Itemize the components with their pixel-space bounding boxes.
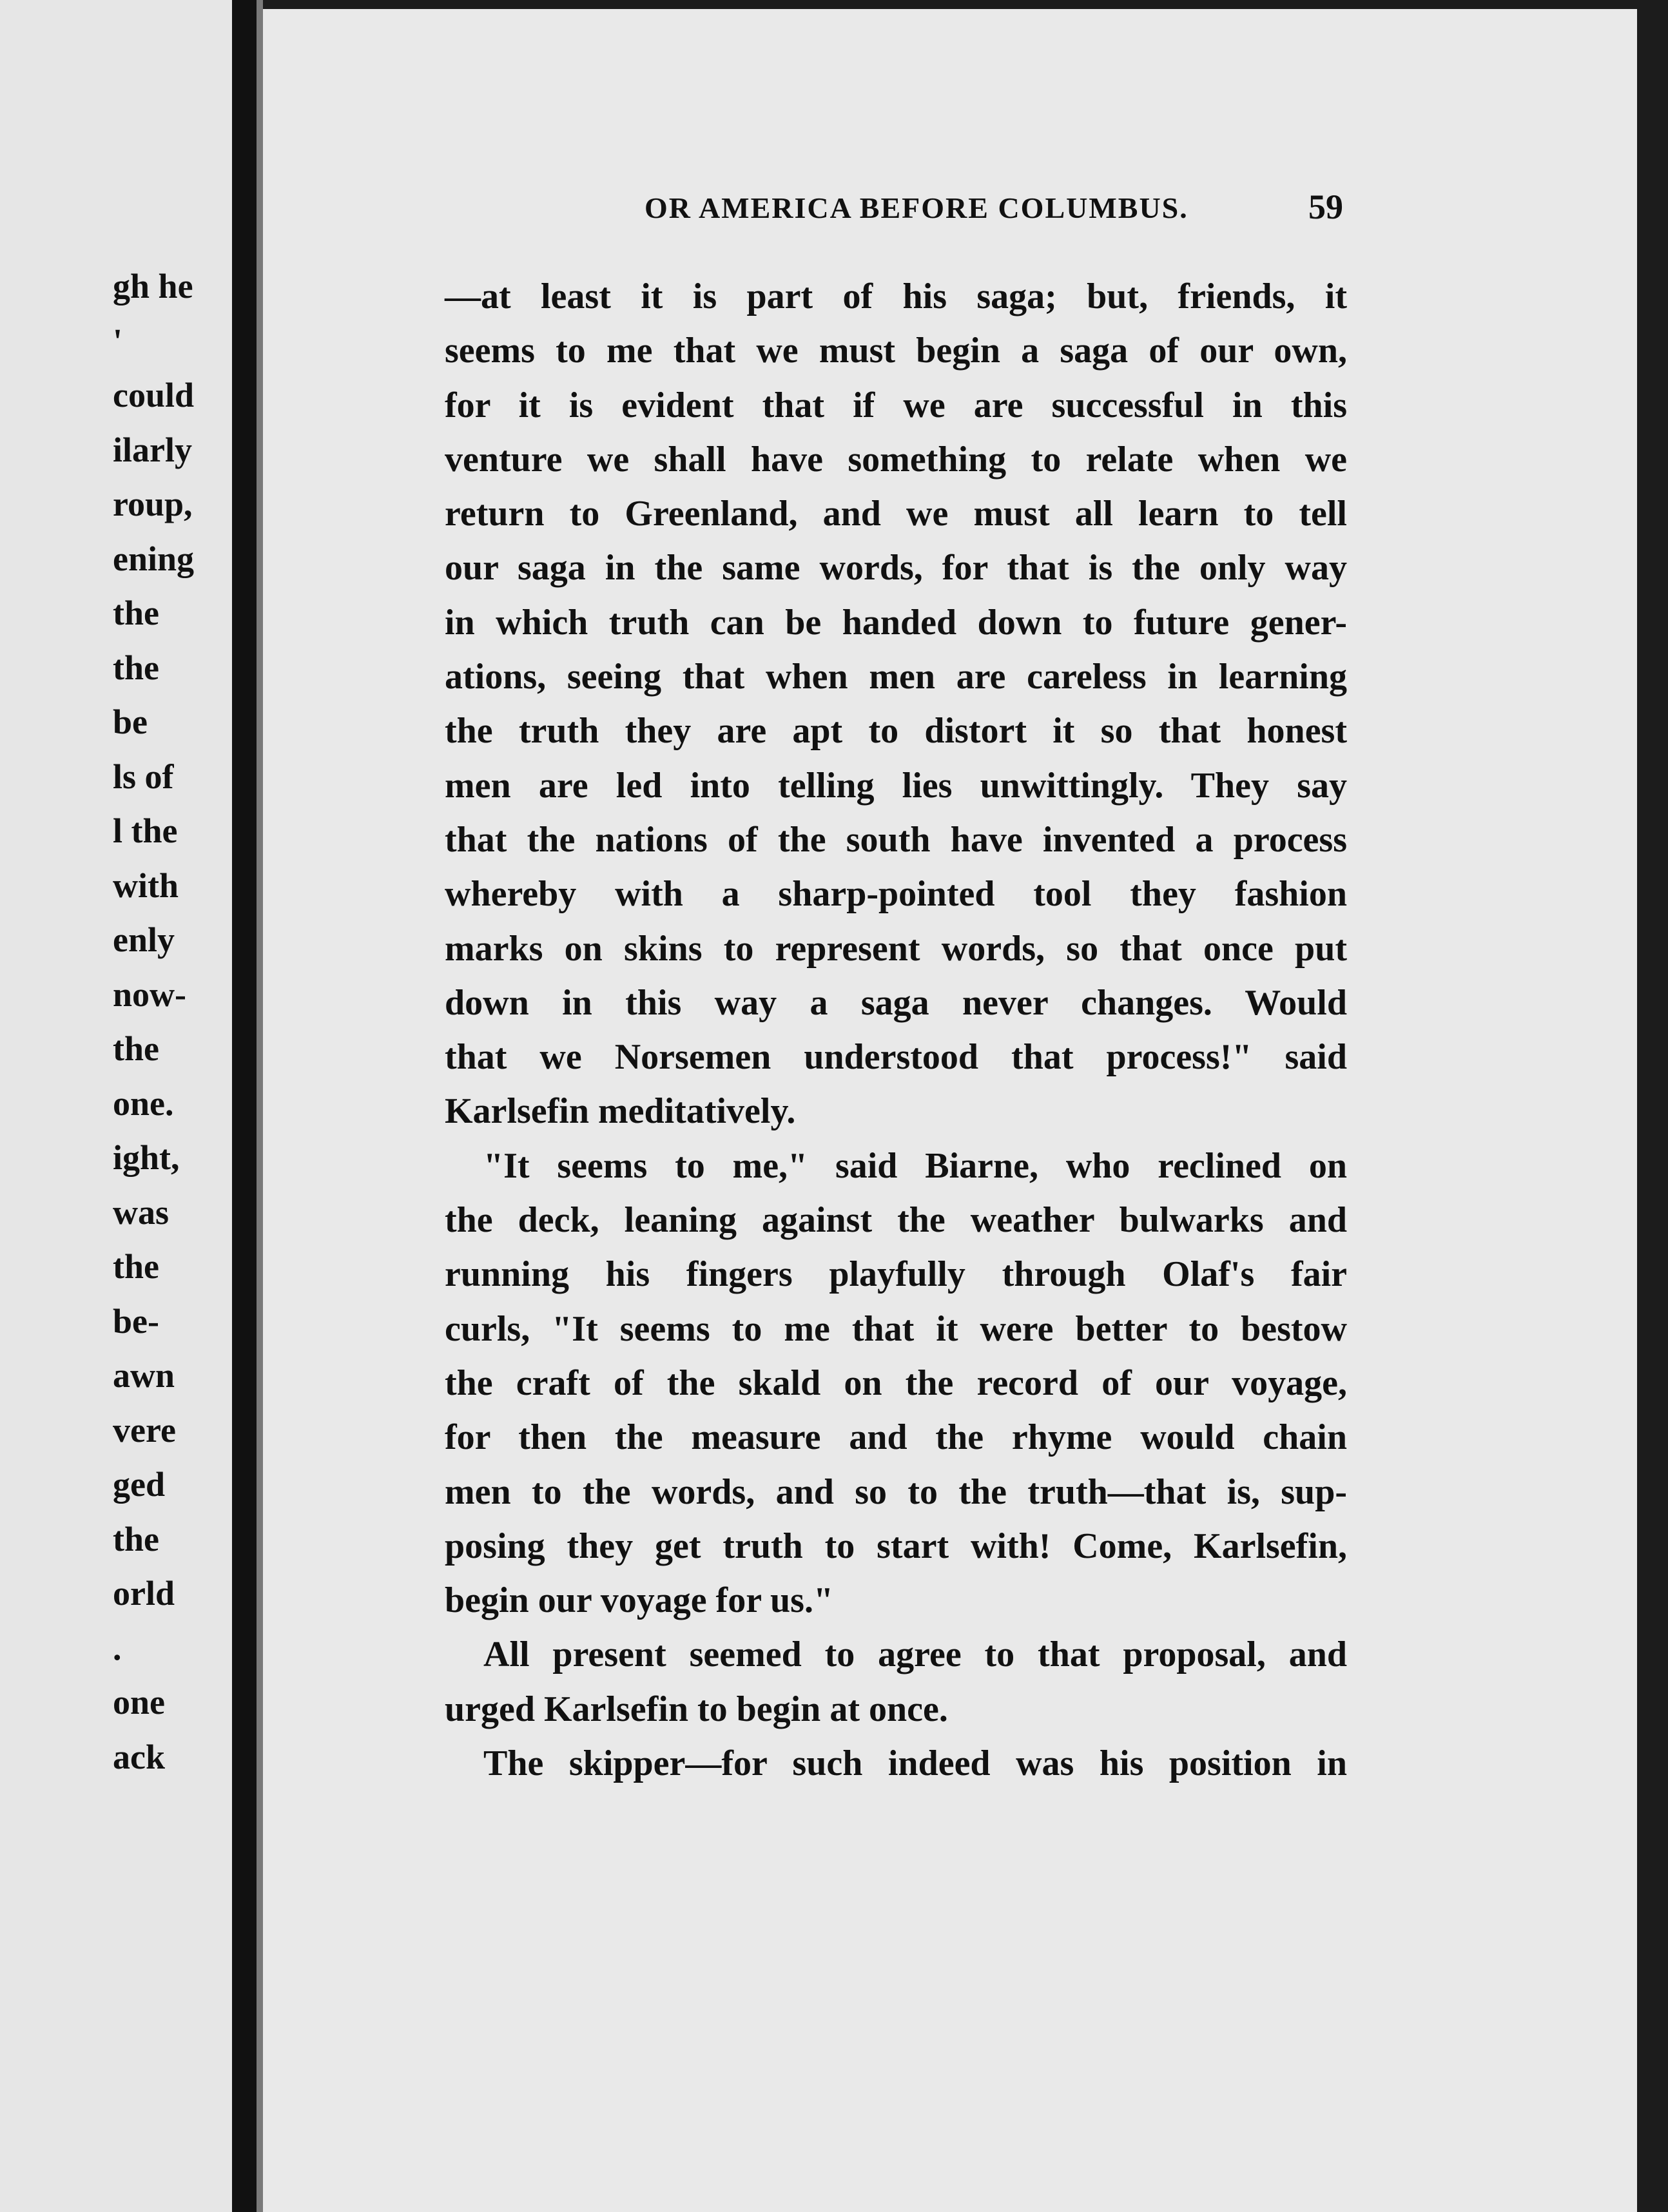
text-line: return to Greenland, and we must all learn to tell: [445, 494, 1347, 534]
text-line: for then the measure and the rhyme would chain: [445, 1417, 1347, 1458]
left-fragment-line: gh he: [113, 267, 193, 306]
text-line: in which truth can be handed down to future gener-: [445, 602, 1347, 643]
left-page-text-fragments: [113, 259, 242, 1784]
body-text: [445, 269, 1347, 1790]
text-line: our saga in the same words, for that is the only way: [445, 548, 1347, 588]
top-border: [263, 0, 1668, 9]
book-gutter: [232, 0, 257, 2212]
text-line: down in this way a saga never changes. Would: [445, 982, 1347, 1023]
left-fragment-line: ack: [113, 1737, 165, 1776]
left-fragment-line: awn: [113, 1356, 175, 1395]
left-fragment-line: ilarly: [113, 430, 192, 469]
text-line: that we Norsemen understood that process!" said: [445, 1037, 1347, 1078]
left-fragment-line: the: [113, 1247, 159, 1286]
left-fragment-line: the: [113, 1519, 159, 1558]
page-number: 59: [1308, 188, 1343, 226]
left-fragment-line: the: [113, 1029, 159, 1068]
left-fragment-line: was: [113, 1192, 170, 1232]
text-line: the craft of the skald on the record of our voyage,: [445, 1363, 1347, 1403]
text-line: that the nations of the south have invented a process: [445, 819, 1347, 860]
text-line: "It seems to me," said Biarne, who reclined on: [483, 1145, 1347, 1186]
running-header: OR AMERICA BEFORE COLUMBUS.: [645, 191, 1188, 224]
left-facing-page: [0, 0, 242, 2212]
text-line: urged Karlsefin to begin at once.: [445, 1689, 948, 1729]
left-fragment-line: .: [113, 1628, 122, 1667]
left-fragment-line: the: [113, 648, 159, 687]
right-border: [1637, 0, 1668, 2212]
text-line: men to the words, and so to the truth—that is, sup-: [445, 1471, 1347, 1512]
left-fragment-line: could: [113, 376, 195, 414]
left-fragment-line: be-: [113, 1301, 159, 1341]
text-line: running his fingers playfully through Olaf's fair: [445, 1254, 1347, 1295]
left-fragment-line: ening: [113, 539, 195, 578]
text-line: All present seemed to agree to that proposal, and: [483, 1635, 1347, 1675]
text-line: seems to me that we must begin a saga of our own,: [445, 331, 1347, 371]
text-line: whereby with a sharp-pointed tool they fashion: [445, 874, 1347, 915]
text-line: men are led into telling lies unwittingly. They say: [445, 765, 1347, 806]
text-line: curls, "It seems to me that it were better to bestow: [445, 1308, 1347, 1349]
left-fragment-line: the: [113, 594, 159, 632]
text-line: venture we shall have something to relate when we: [445, 439, 1347, 480]
left-fragment-line: ls of: [113, 757, 174, 796]
left-fragment-line: one.: [113, 1083, 174, 1123]
left-fragment-line: one: [113, 1683, 165, 1722]
left-fragment-line: l the: [113, 811, 178, 850]
left-fragment-line: vere: [113, 1410, 176, 1450]
text-line: for it is evident that if we are successful in this: [445, 385, 1347, 425]
left-fragment-line: with: [113, 866, 179, 905]
text-line: the deck, leaning against the weather bulwarks and: [445, 1200, 1347, 1241]
left-fragment-line: ight,: [113, 1138, 180, 1177]
text-line: posing they get truth to start with! Come, Karlsefin,: [445, 1526, 1347, 1566]
left-fragment-line: be: [113, 703, 148, 741]
left-fragment-line: now-: [113, 975, 187, 1014]
left-fragment-line: enly: [113, 920, 175, 959]
text-line: ations, seeing that when men are careless in learning: [445, 657, 1347, 697]
text-line: Karlsefin meditatively.: [445, 1091, 796, 1132]
left-fragment-line: ': [113, 321, 123, 360]
text-line: marks on skins to represent words, so that once put: [445, 928, 1347, 969]
text-line: The skipper—for such indeed was his position in: [483, 1743, 1347, 1784]
text-line: begin our voyage for us.": [445, 1580, 834, 1621]
gutter-shadow: [257, 0, 263, 2212]
left-fragment-line: orld: [113, 1574, 175, 1613]
text-line: the truth they are apt to distort it so that honest: [445, 711, 1347, 752]
text-line: —at least it is part of his saga; but, friends, it: [445, 276, 1347, 316]
left-fragment-line: ged: [113, 1465, 165, 1504]
left-fragment-line: roup,: [113, 485, 193, 523]
